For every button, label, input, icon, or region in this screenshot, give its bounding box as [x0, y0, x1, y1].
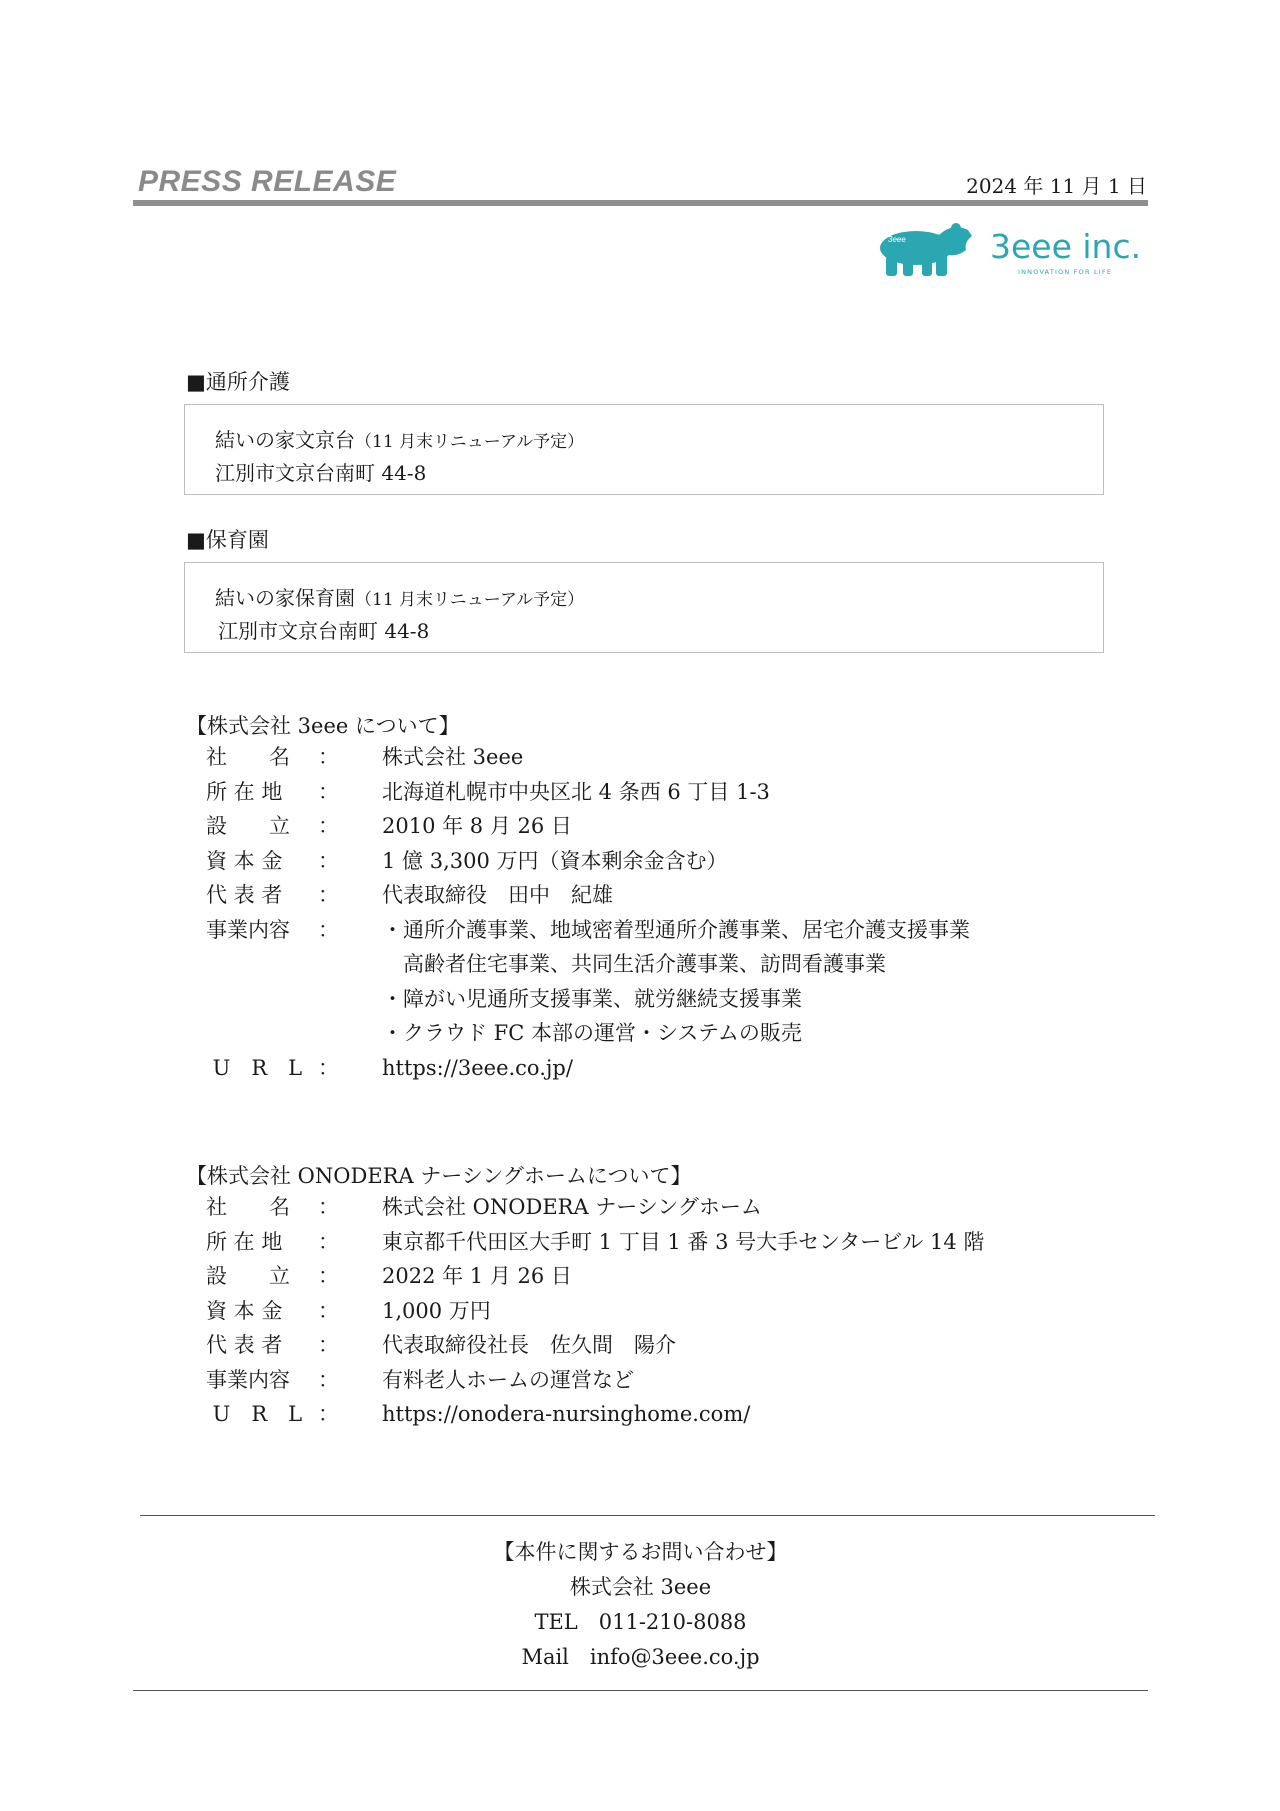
info-label: 社 名 [206, 745, 290, 769]
info-value: https://onodera-nursinghome.com/ [382, 1402, 751, 1426]
info-colon: ： [318, 779, 339, 804]
info-value: 1 億 3,300 万円（資本剰余金含む） [382, 848, 728, 873]
info-label: 所 在 地 [206, 779, 283, 804]
facility-address: 江別市文京台南町 44-8 [218, 619, 430, 643]
info-colon: ： [318, 848, 339, 873]
info-row [206, 1397, 1106, 1432]
info-row [206, 1190, 1106, 1225]
info-colon: ： [318, 1333, 339, 1357]
info-value: 代表取締役社長 佐久間 陽介 [382, 1333, 676, 1357]
company-3eee-info [206, 740, 1106, 1085]
facility-title-nursery: ■保育園 [186, 528, 269, 552]
info-colon: ： [318, 1229, 339, 1254]
info-row [206, 1294, 1106, 1329]
info-label: 設 立 [206, 814, 290, 838]
info-row [206, 913, 1106, 948]
facility-box-nursery [184, 562, 1104, 653]
info-value: ・障がい児通所支援事業、就労継続支援事業 [382, 986, 802, 1011]
info-value: 2010 年 8 月 26 日 [382, 814, 572, 838]
info-row [206, 844, 1106, 879]
info-colon: ： [318, 1264, 339, 1288]
contact-block [133, 1535, 1148, 1675]
info-colon: ： [318, 883, 339, 907]
info-row [206, 1259, 1106, 1294]
info-row [206, 809, 1106, 844]
company-onodera-info [206, 1190, 1106, 1432]
info-row [206, 947, 1106, 982]
info-value: https://3eee.co.jp/ [382, 1055, 573, 1080]
info-label: U R L [206, 1055, 303, 1080]
info-row [206, 775, 1106, 810]
company-logo [872, 214, 1148, 284]
info-label: U R L [206, 1402, 303, 1426]
info-colon: ： [318, 1298, 339, 1323]
info-value: 有料老人ホームの運営など [382, 1367, 634, 1392]
press-release-heading: PRESS RELEASE [138, 165, 397, 198]
facility-line [215, 425, 1073, 458]
info-row [206, 1051, 1106, 1086]
info-label: 設 立 [206, 1264, 290, 1288]
info-label: 所 在 地 [206, 1229, 283, 1254]
info-value: 高齢者住宅事業、共同生活介護事業、訪問看護事業 [382, 952, 886, 976]
info-label: 事業内容 [206, 917, 290, 942]
info-colon: ： [318, 1055, 339, 1080]
facility-note: （11 月末リニューアル予定） [355, 590, 585, 610]
contact-tel: TEL 011-210-8088 [534, 1610, 747, 1634]
info-colon: ： [318, 1367, 339, 1392]
info-colon: ： [318, 745, 339, 769]
header-rule [133, 200, 1148, 206]
info-value: ・通所介護事業、地域密着型通所介護事業、居宅介護支援事業 [382, 917, 970, 942]
info-row [206, 1363, 1106, 1398]
info-value: 北海道札幌市中央区北 4 条西 6 丁目 1-3 [382, 779, 770, 804]
info-value: 1,000 万円 [382, 1298, 491, 1323]
contact-company: 株式会社 3eee [569, 1575, 712, 1599]
info-label: 代 表 者 [206, 883, 283, 907]
logo-wordmark: 3eee inc. [990, 227, 1142, 266]
info-value: 代表取締役 田中 紀雄 [382, 883, 613, 907]
facility-name: 結いの家文京台 [215, 428, 355, 452]
info-row [206, 1016, 1106, 1051]
info-label: 資 本 金 [206, 1298, 283, 1323]
contact-top-rule [140, 1515, 1155, 1516]
info-row [206, 982, 1106, 1017]
company-3eee-title: 【株式会社 3eee について】 [186, 714, 460, 738]
info-colon: ： [318, 814, 339, 838]
facility-box-daycare [184, 404, 1104, 495]
facility-title-daycare: ■通所介護 [186, 370, 290, 394]
company-onodera-title: 【株式会社 ONODERA ナーシングホームについて】 [186, 1164, 692, 1188]
hippo-icon [880, 223, 972, 276]
info-value: 株式会社 ONODERA ナーシングホーム [382, 1195, 762, 1219]
facility-address: 江別市文京台南町 44-8 [215, 461, 427, 485]
info-value: ・クラウド FC 本部の運営・システムの販売 [382, 1021, 802, 1045]
contact-bottom-rule [133, 1690, 1148, 1691]
info-colon: ： [318, 917, 339, 942]
info-colon: ： [318, 1402, 339, 1426]
logo-badge-text: 3eee [888, 235, 906, 244]
logo-tagline: INNOVATION FOR LIFE [1018, 268, 1113, 276]
info-label: 社 名 [206, 1195, 290, 1219]
info-value: 東京都千代田区大手町 1 丁目 1 番 3 号大手センタービル 14 階 [382, 1229, 985, 1254]
info-value: 2022 年 1 月 26 日 [382, 1264, 572, 1288]
release-date: 2024 年 11 月 1 日 [966, 174, 1147, 198]
facility-line [215, 583, 1073, 616]
info-row [206, 740, 1106, 775]
info-row [206, 1328, 1106, 1363]
info-label: 事業内容 [206, 1367, 290, 1392]
facility-note: （11 月末リニューアル予定） [355, 432, 585, 452]
info-value: 株式会社 3eee [382, 745, 524, 769]
info-row [206, 1225, 1106, 1260]
info-row [206, 878, 1106, 913]
info-label: 代 表 者 [206, 1333, 283, 1357]
facility-name: 結いの家保育園 [215, 586, 355, 610]
info-colon: ： [318, 1195, 339, 1219]
info-label: 資 本 金 [206, 848, 283, 873]
contact-title: 【本件に関するお問い合わせ】 [493, 1540, 788, 1564]
contact-mail: Mail info@3eee.co.jp [521, 1645, 760, 1669]
